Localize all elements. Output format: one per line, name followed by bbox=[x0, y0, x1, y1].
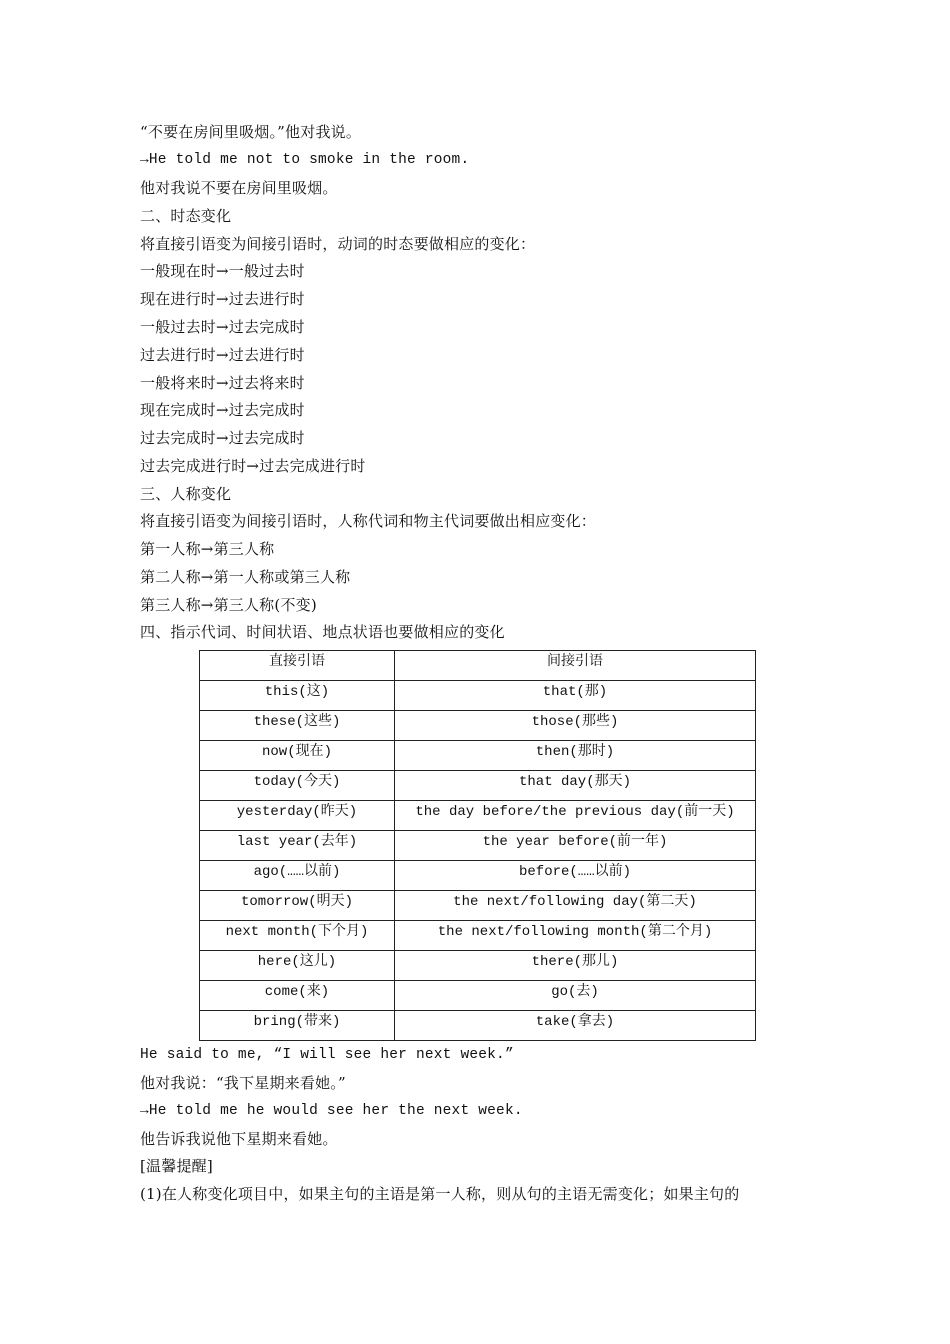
tip-heading: [温馨提醒] bbox=[140, 1157, 213, 1175]
table-row bbox=[200, 711, 756, 741]
tense-rule: 一般过去时→过去完成时 bbox=[140, 318, 305, 336]
table-row bbox=[200, 681, 756, 711]
table-cell-indirect: those(那些) bbox=[395, 711, 756, 741]
example-direct-chinese: 他对我说：“我下星期来看她。” bbox=[140, 1074, 346, 1092]
example-direct-english: He said to me, “I will see her next week.” bbox=[140, 1047, 514, 1063]
table-cell-direct: these(这些) bbox=[200, 711, 395, 741]
table-cell-direct: yesterday(昨天) bbox=[200, 801, 395, 831]
table-cell-indirect: the next/following day(第二天) bbox=[395, 891, 756, 921]
table-cell-indirect: take(拿去) bbox=[395, 1011, 756, 1041]
table-cell-indirect: the day before/the previous day(前一天) bbox=[395, 801, 756, 831]
table-row bbox=[200, 831, 756, 861]
table-cell-direct: bring(带来) bbox=[200, 1011, 395, 1041]
person-intro: 将直接引语变为间接引语时，人称代词和物主代词要做出相应变化： bbox=[140, 512, 597, 530]
tense-rule: 过去进行时→过去进行时 bbox=[140, 346, 305, 364]
section-heading-tense: 二、时态变化 bbox=[140, 207, 232, 225]
table-cell-indirect: that day(那天) bbox=[395, 771, 756, 801]
table-cell-indirect: the year before(前一年) bbox=[395, 831, 756, 861]
table-row bbox=[200, 891, 756, 921]
tip-item-1: (1)在人称变化项目中，如果主句的主语是第一人称，则从句的主语无需变化；如果主句的 bbox=[140, 1185, 740, 1203]
tense-rule: 现在完成时→过去完成时 bbox=[140, 401, 305, 419]
example-indirect-english: →He told me he would see her the next week. bbox=[140, 1103, 523, 1119]
table-cell-indirect: that(那) bbox=[395, 681, 756, 711]
table-cell-direct: now(现在) bbox=[200, 741, 395, 771]
table-header-cell: 间接引语 bbox=[395, 651, 756, 681]
table-cell-direct: tomorrow(明天) bbox=[200, 891, 395, 921]
table-row bbox=[200, 981, 756, 1011]
example-indirect-chinese: 他对我说不要在房间里吸烟。 bbox=[140, 179, 338, 197]
table-cell-indirect: then(那时) bbox=[395, 741, 756, 771]
table-cell-direct: ago(……以前) bbox=[200, 861, 395, 891]
table-row bbox=[200, 1011, 756, 1041]
table-row bbox=[200, 921, 756, 951]
table-cell-direct: come(来) bbox=[200, 981, 395, 1011]
person-rule: 第一人称→第三人称 bbox=[140, 540, 275, 558]
section-heading-person: 三、人称变化 bbox=[140, 485, 232, 503]
table-cell-indirect: before(……以前) bbox=[395, 861, 756, 891]
example-indirect-chinese: 他告诉我说他下星期来看她。 bbox=[140, 1130, 338, 1148]
table-cell-direct: last year(去年) bbox=[200, 831, 395, 861]
table-row bbox=[200, 861, 756, 891]
person-rule: 第二人称→第一人称或第三人称 bbox=[140, 568, 351, 586]
table-cell-direct: next month(下个月) bbox=[200, 921, 395, 951]
table-row bbox=[200, 801, 756, 831]
conversion-table bbox=[199, 650, 756, 1041]
table-cell-direct: this(这) bbox=[200, 681, 395, 711]
table-cell-direct: today(今天) bbox=[200, 771, 395, 801]
tense-intro: 将直接引语变为间接引语时，动词的时态要做相应的变化： bbox=[140, 235, 536, 253]
section-heading-adverbials: 四、指示代词、时间状语、地点状语也要做相应的变化 bbox=[140, 623, 505, 641]
tense-rule: 过去完成时→过去完成时 bbox=[140, 429, 305, 447]
table-row bbox=[200, 951, 756, 981]
tense-rule: 一般现在时→一般过去时 bbox=[140, 262, 305, 280]
table-row bbox=[200, 741, 756, 771]
table-header-cell: 直接引语 bbox=[200, 651, 395, 681]
table-cell-indirect: there(那儿) bbox=[395, 951, 756, 981]
table-row bbox=[200, 771, 756, 801]
table-header-row bbox=[200, 651, 756, 681]
table-cell-direct: here(这儿) bbox=[200, 951, 395, 981]
tense-rule: 一般将来时→过去将来时 bbox=[140, 374, 305, 392]
tense-rule: 现在进行时→过去进行时 bbox=[140, 290, 305, 308]
example-indirect-english: →He told me not to smoke in the room. bbox=[140, 152, 470, 168]
table-cell-indirect: the next/following month(第二个月) bbox=[395, 921, 756, 951]
tense-rule: 过去完成进行时→过去完成进行时 bbox=[140, 457, 366, 475]
table-cell-indirect: go(去) bbox=[395, 981, 756, 1011]
person-rule: 第三人称→第三人称(不变) bbox=[140, 596, 317, 614]
example-quote-chinese: “不要在房间里吸烟。”他对我说。 bbox=[140, 123, 362, 141]
